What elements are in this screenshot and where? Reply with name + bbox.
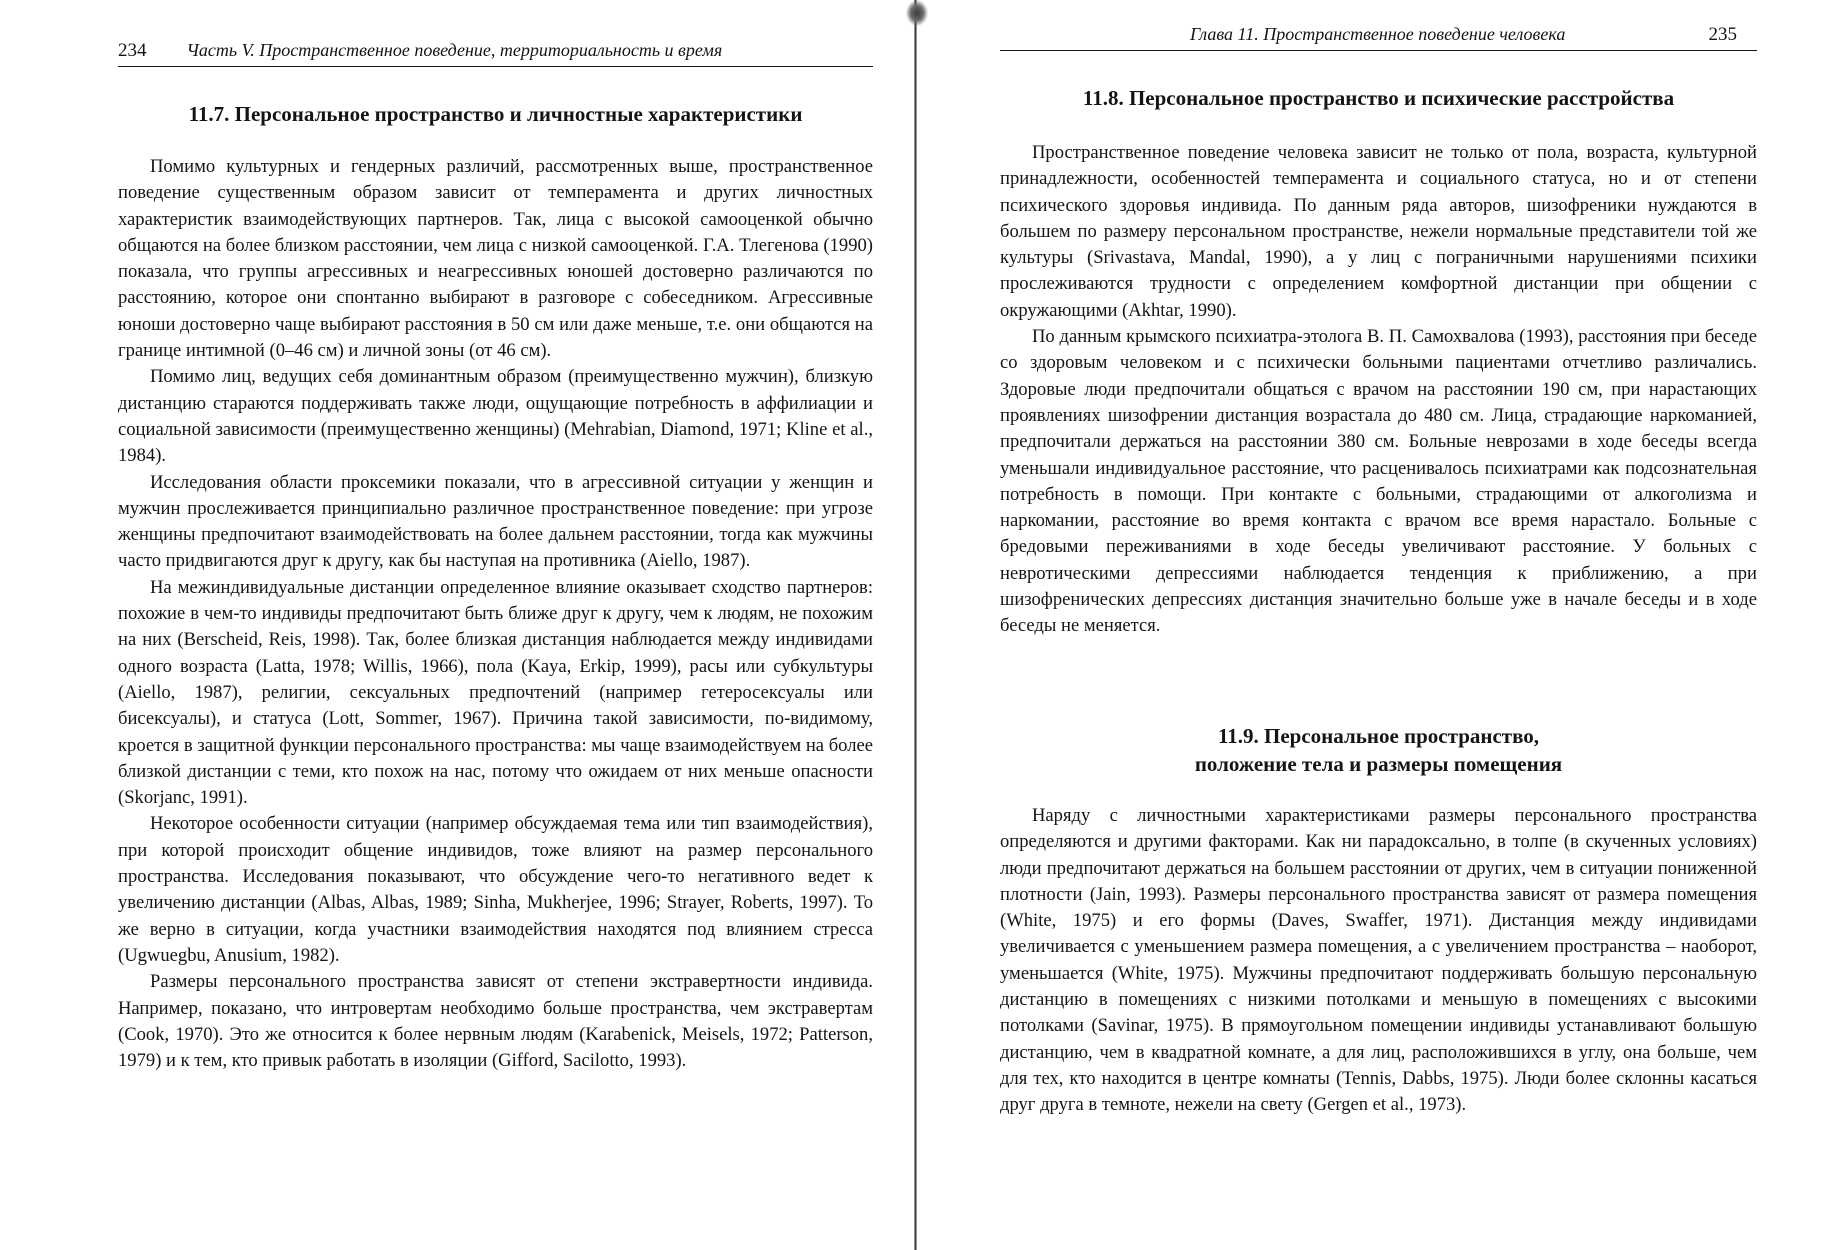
- section-11-7-title: 11.7. Персональное пространство и личностные характеристики: [188, 102, 803, 126]
- section-11-8-body: [1000, 140, 1757, 640]
- right-running-head: [1000, 24, 1757, 51]
- paragraph: Исследования области проксемики показали, что в агрессивной ситуации у женщин и мужчин прослеживается принципиально различное пространственное поведение: при угрозе женщины предпочитают взаимодействовать на более дальнем расстоянии, тогда как мужчины часто придвигаются друг к другу, как бы наступая на противника (Aiello, 1987).: [118, 471, 873, 572]
- left-running-head-title: Часть V. Пространственное поведение, территориальность и время: [186, 40, 723, 60]
- paragraph: Размеры персонального пространства зависят от степени экстравертности индивида. Например, показано, что интровертам необходимо больше пространства, чем экстравертам (Cook, 1970). Это же относится к более нервным людям (Karabenick, Meisels, 1972; Patterson, 1979) и к тем, кто привык работать в изоляции (Gifford, Sacilotto, 1993).: [118, 971, 873, 1072]
- left-page-body: [118, 154, 873, 1074]
- paragraph: Наряду с личностными характеристиками размеры персонального пространства определяются и другими факторами. Как ни парадоксально, в толпе (в скученных условиях) люди предпочитают держаться на большем расстоянии от других, чем в ситуации пониженной плотности (Jain, 1993). Размеры персонального пространства зависят от размера помещения (White, 1975) и его формы (Daves, Swaffer, 1971). Дистанция между индивидами увеличивается с уменьшением размера помещения, а с увеличением пространства – наоборот, уменьшается (White, 1975). Мужчины предпочитают поддерживать большую персональную дистанцию в помещениях с низкими потолками и меньшую в помещениях с высокими потолками (Savinar, 1975). В прямоугольном помещении индивиды устанавливают большую дистанцию, чем в квадратной комнате, а для лиц, расположившихся в углу, она больше, чем для тех, кто находится в центре комнаты (Tennis, Dabbs, 1975). Люди более склонны касаться друг друга в темноте, нежели на свету (Gergen et al., 1973).: [1000, 805, 1757, 1116]
- paragraph: На межиндивидуальные дистанции определенное влияние оказывает сходство партнеров: похожие в чем-то индивиды предпочитают быть ближе друг к другу, чем к людям, не похожим на них (Berscheid, Reis, 1998). Так, более близкая дистанция наблюдается между индивидами одного возраста (Latta, 1978; Willis, 1966), пола (Kaya, Erkip, 1999), расы или субкультуры (Aiello, 1987), религии, сексуальных предпочтений (например гетеросексуалы или бисексуалы), и статуса (Lott, Sommer, 1967). Причина такой зависимости, по-видимому, кроется в защитной функции персонального пространства: мы чаще взаимодействуем на более близкой дистанции с теми, кто похож на нас, потому что ожидаем от них меньше опасности (Skorjanc, 1991).: [118, 576, 873, 809]
- left-page: [0, 0, 905, 1250]
- binding-mark: [906, 0, 928, 26]
- paragraph: Помимо лиц, ведущих себя доминантным образом (преимущественно мужчин), близкую дистанцию стараются поддерживать также люди, ощущающие потребность в аффилиации и социальной зависимости (преимущественно женщины) (Mehrabian, Diamond, 1971; Kline et al., 1984).: [118, 366, 873, 467]
- paragraph: По данным крымского психиатра-этолога В. П. Самохвалова (1993), расстояния при беседе со здоровым человеком и с психически больными пациентами отчетливо различались. Здоровые люди предпочитали общаться с врачом на расстоянии 190 см, при нарастающих проявлениях шизофрении дистанция возрастала до 480 см. Лица, страдающие наркоманией, предпочитали держаться на расстоянии 380 см. Больные неврозами в ходе беседы всегда уменьшали индивидуальное расстояние, что расценивалось психиатрами как подсознательная потребность в помощи. При контакте с больными, страдающими от алкоголизма и наркомании, расстояние во время контакта с врачом все время нарастало. Больные с бредовыми переживаниями в ходе беседы увеличивают расстояние. У больных с невротическими депрессиями наблюдается тенденция к приближению, а при шизофренических депрессиях дистанция значительно больше уже в начале беседы и в ходе беседы не меняется.: [1000, 326, 1757, 637]
- section-11-9-title-line1: 11.9. Персональное пространство,: [1217, 724, 1540, 748]
- paragraph: Некоторое особенности ситуации (например обсуждаемая тема или тип взаимодействия), при которой происходит общение индивидов, тоже влияют на размер персонального пространства. Исследования показывают, что обсуждение чего-то негативного ведет к увеличению дистанции (Albas, Albas, 1989; Sinha, Mukherjee, 1996; Strayer, Roberts, 1997). То же верно в ситуации, когда участники взаимодействия находятся под влиянием стресса (Ugwuegbu, Anusium, 1982).: [118, 813, 873, 966]
- section-11-9-body: [1000, 803, 1757, 1119]
- right-page-number: 235: [1708, 24, 1737, 45]
- section-11-9-title-line2: положение тела и размеры помещения: [1194, 752, 1563, 776]
- paragraph: Помимо культурных и гендерных различий, рассмотренных выше, пространственное поведение существенным образом зависит от темперамента и других личностных характеристик взаимодействующих партнеров. Так, лица с высокой самооценкой обычно общаются на более близком расстоянии, чем лица с низкой самооценкой. Г.А. Тлегенова (1990) показала, что группы агрессивных и неагрессивных юношей достоверно различаются по расстоянию, которое они спонтанно выбирают в разговоре с собеседником. Агрессивные юноши достоверно чаще выбирают расстояния в 50 см или даже меньше, т.е. они общаются на границе интимной (0–46 см) и личной зоны (от 46 см).: [118, 156, 873, 362]
- paragraph: Пространственное поведение человека зависит не только от пола, возраста, культурной принадлежности, особенностей темперамента и социального статуса, но и от степени психического здоровья индивида. По данным ряда авторов, шизофреники нуждаются в большем по размеру персональном пространстве, нежели нормальные представители той же культуры (Srivastava, Mandal, 1990), а у лиц с пограничными нарушениями психики прослеживаются трудности с определением комфортной дистанции при общении с окружающими (Akhtar, 1990).: [1000, 142, 1757, 321]
- section-11-9-title: [1000, 722, 1757, 778]
- left-running-head: [118, 40, 873, 67]
- book-spine: [914, 0, 917, 1250]
- right-page: [926, 0, 1831, 1250]
- section-11-8-title: 11.8. Персональное пространство и психические расстройства: [1082, 86, 1675, 110]
- left-page-number: 234: [118, 40, 147, 61]
- right-running-head-title: Глава 11. Пространственное поведение человека: [1190, 24, 1566, 44]
